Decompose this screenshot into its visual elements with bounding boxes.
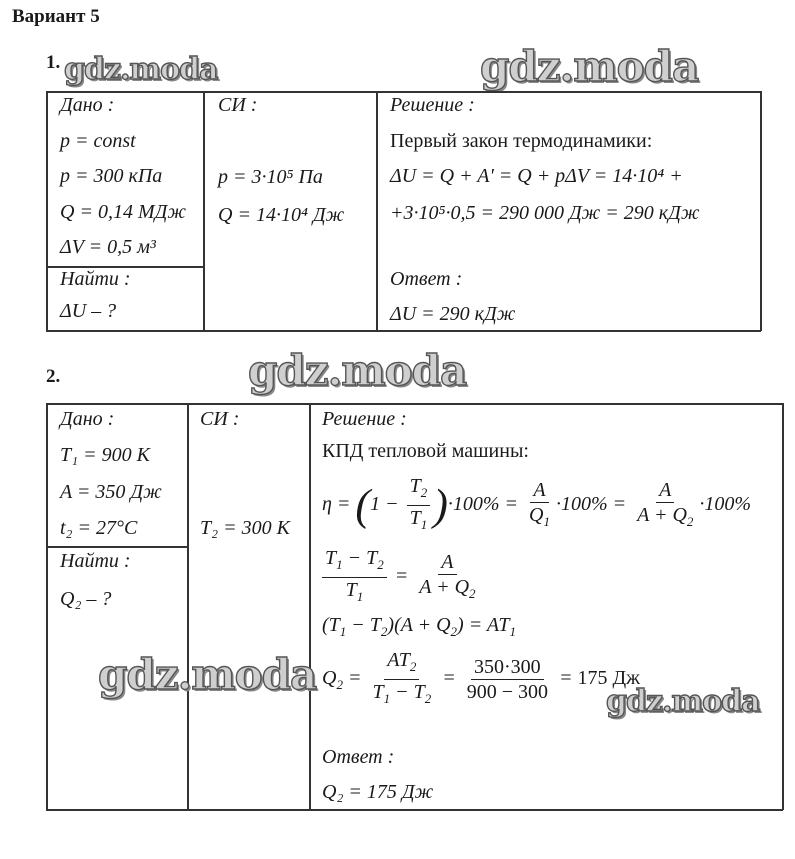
kpd-formula: η = (1 − $\frac{T_2}{T_1}$ )·100% = $\frac{A}{Q_1}$ ·100% = $\frac{A}{A + Q_2}$ ·100% xyxy=(322,475,752,532)
watermark: gdz.moda xyxy=(480,42,699,91)
given-item: T₁ = 900 К xyxy=(60,444,150,466)
najti-label: Найти : xyxy=(60,550,131,572)
ratio-formula: $\frac{T_1 - T_2}{T_1}$ = $\frac{A}{A + Q_2}$ xyxy=(322,546,482,609)
equation-line: +3·10⁵·0,5 = 290 000 Дж = 290 кДж xyxy=(390,202,700,224)
given-item: p = 300 кПа xyxy=(60,165,163,187)
find-item: ΔU – ? xyxy=(60,300,117,322)
problem-2-number: 2. xyxy=(46,366,61,387)
given-item: ΔV = 0,5 м³ xyxy=(60,236,156,258)
q2-formula: $Q_2$ = $\frac{AT_2}{T_1 - T_2}$ = $\frac{350\cdot 300}{900 - 300}$ = 175 Дж xyxy=(322,649,640,706)
dano-label: Дано : xyxy=(60,94,115,116)
answer: Q₂ = 175 Дж xyxy=(322,781,434,803)
najti-label: Найти : xyxy=(60,268,131,290)
problem-1-number: 1. xyxy=(46,52,61,73)
watermark: gdz.moda xyxy=(64,52,218,87)
find-item: Q₂ – ? xyxy=(60,588,112,610)
otvet-label: Ответ : xyxy=(390,268,463,290)
dano-label: Дано : xyxy=(60,408,115,430)
given-item: A = 350 Дж xyxy=(60,481,162,503)
reshenie-label: Решение : xyxy=(390,94,475,116)
kpd-text: КПД тепловой машины: xyxy=(322,440,529,462)
watermark: gdz.moda xyxy=(98,650,317,699)
cross-formula: $(T_1 - T_2)(A + Q_2) = AT_1$ xyxy=(322,614,516,639)
given-item: t₂ = 27°C xyxy=(60,517,138,539)
si-label: СИ : xyxy=(218,94,258,116)
otvet-label: Ответ : xyxy=(322,746,395,768)
reshenie-label: Решение : xyxy=(322,408,407,430)
watermark: gdz.moda xyxy=(248,346,467,395)
si-item: Q = 14·10⁴ Дж xyxy=(218,204,345,226)
si-item: p = 3·10⁵ Па xyxy=(218,166,323,188)
law-text: Первый закон термодинамики: xyxy=(390,130,653,152)
si-item: T₂ = 300 К xyxy=(200,517,290,539)
given-item: Q = 0,14 МДж xyxy=(60,201,186,223)
watermark: gdz.moda xyxy=(606,684,760,719)
answer: ΔU = 290 кДж xyxy=(390,303,516,325)
given-item: p = const xyxy=(60,130,136,152)
si-label: СИ : xyxy=(200,408,240,430)
equation-line: ΔU = Q + A' = Q + pΔV = 14·10⁴ + xyxy=(390,165,683,187)
page-title: Вариант 5 xyxy=(12,6,100,27)
